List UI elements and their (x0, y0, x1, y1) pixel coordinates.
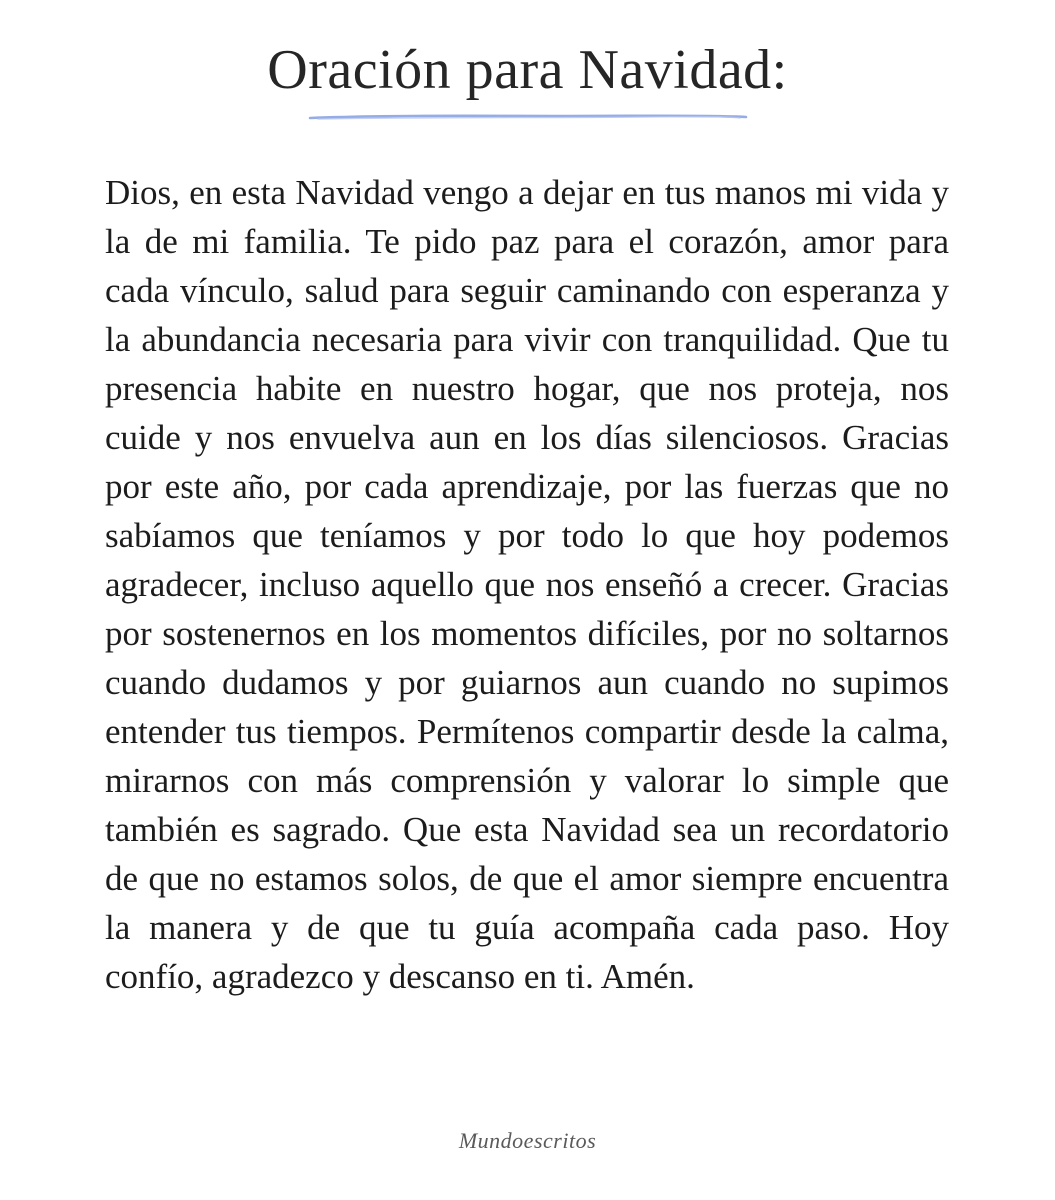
page-title: Oración para Navidad: (267, 39, 788, 101)
author-signature: Mundoescritos (458, 1128, 597, 1153)
title-underline (308, 112, 748, 122)
prayer-paragraph: Dios, en esta Navidad vengo a dejar en tus manos mi vida y la de mi familia. Te pido paz para el corazón, amor para cada vínculo, salud para seguir caminando con esperanza y la abundancia necesaria para vivir con tranquilidad. Que tu presencia habite en nuestro hogar, que nos proteja, nos cuide y nos envuelva aun en los días silenciosos. Gracias por este año, por cada aprendizaje, por las fuerzas que no sabíamos que teníamos y por todo lo que hoy podemos agradecer, incluso aquello que nos enseñó a crecer. Gracias por sostenernos en los momentos difíciles, por no soltarnos cuando dudamos y por guiarnos aun cuando no supimos entender tus tiempos. Permítenos compartir desde la calma, mirarnos con más comprensión y valorar lo simple que también es sagrado. Que esta Navidad sea un recordatorio de que no estamos solos, de que el amor siempre encuentra la manera y de que tu guía acompaña cada paso. Hoy confío, agradezco y descanso en ti. Amén. (105, 173, 949, 996)
